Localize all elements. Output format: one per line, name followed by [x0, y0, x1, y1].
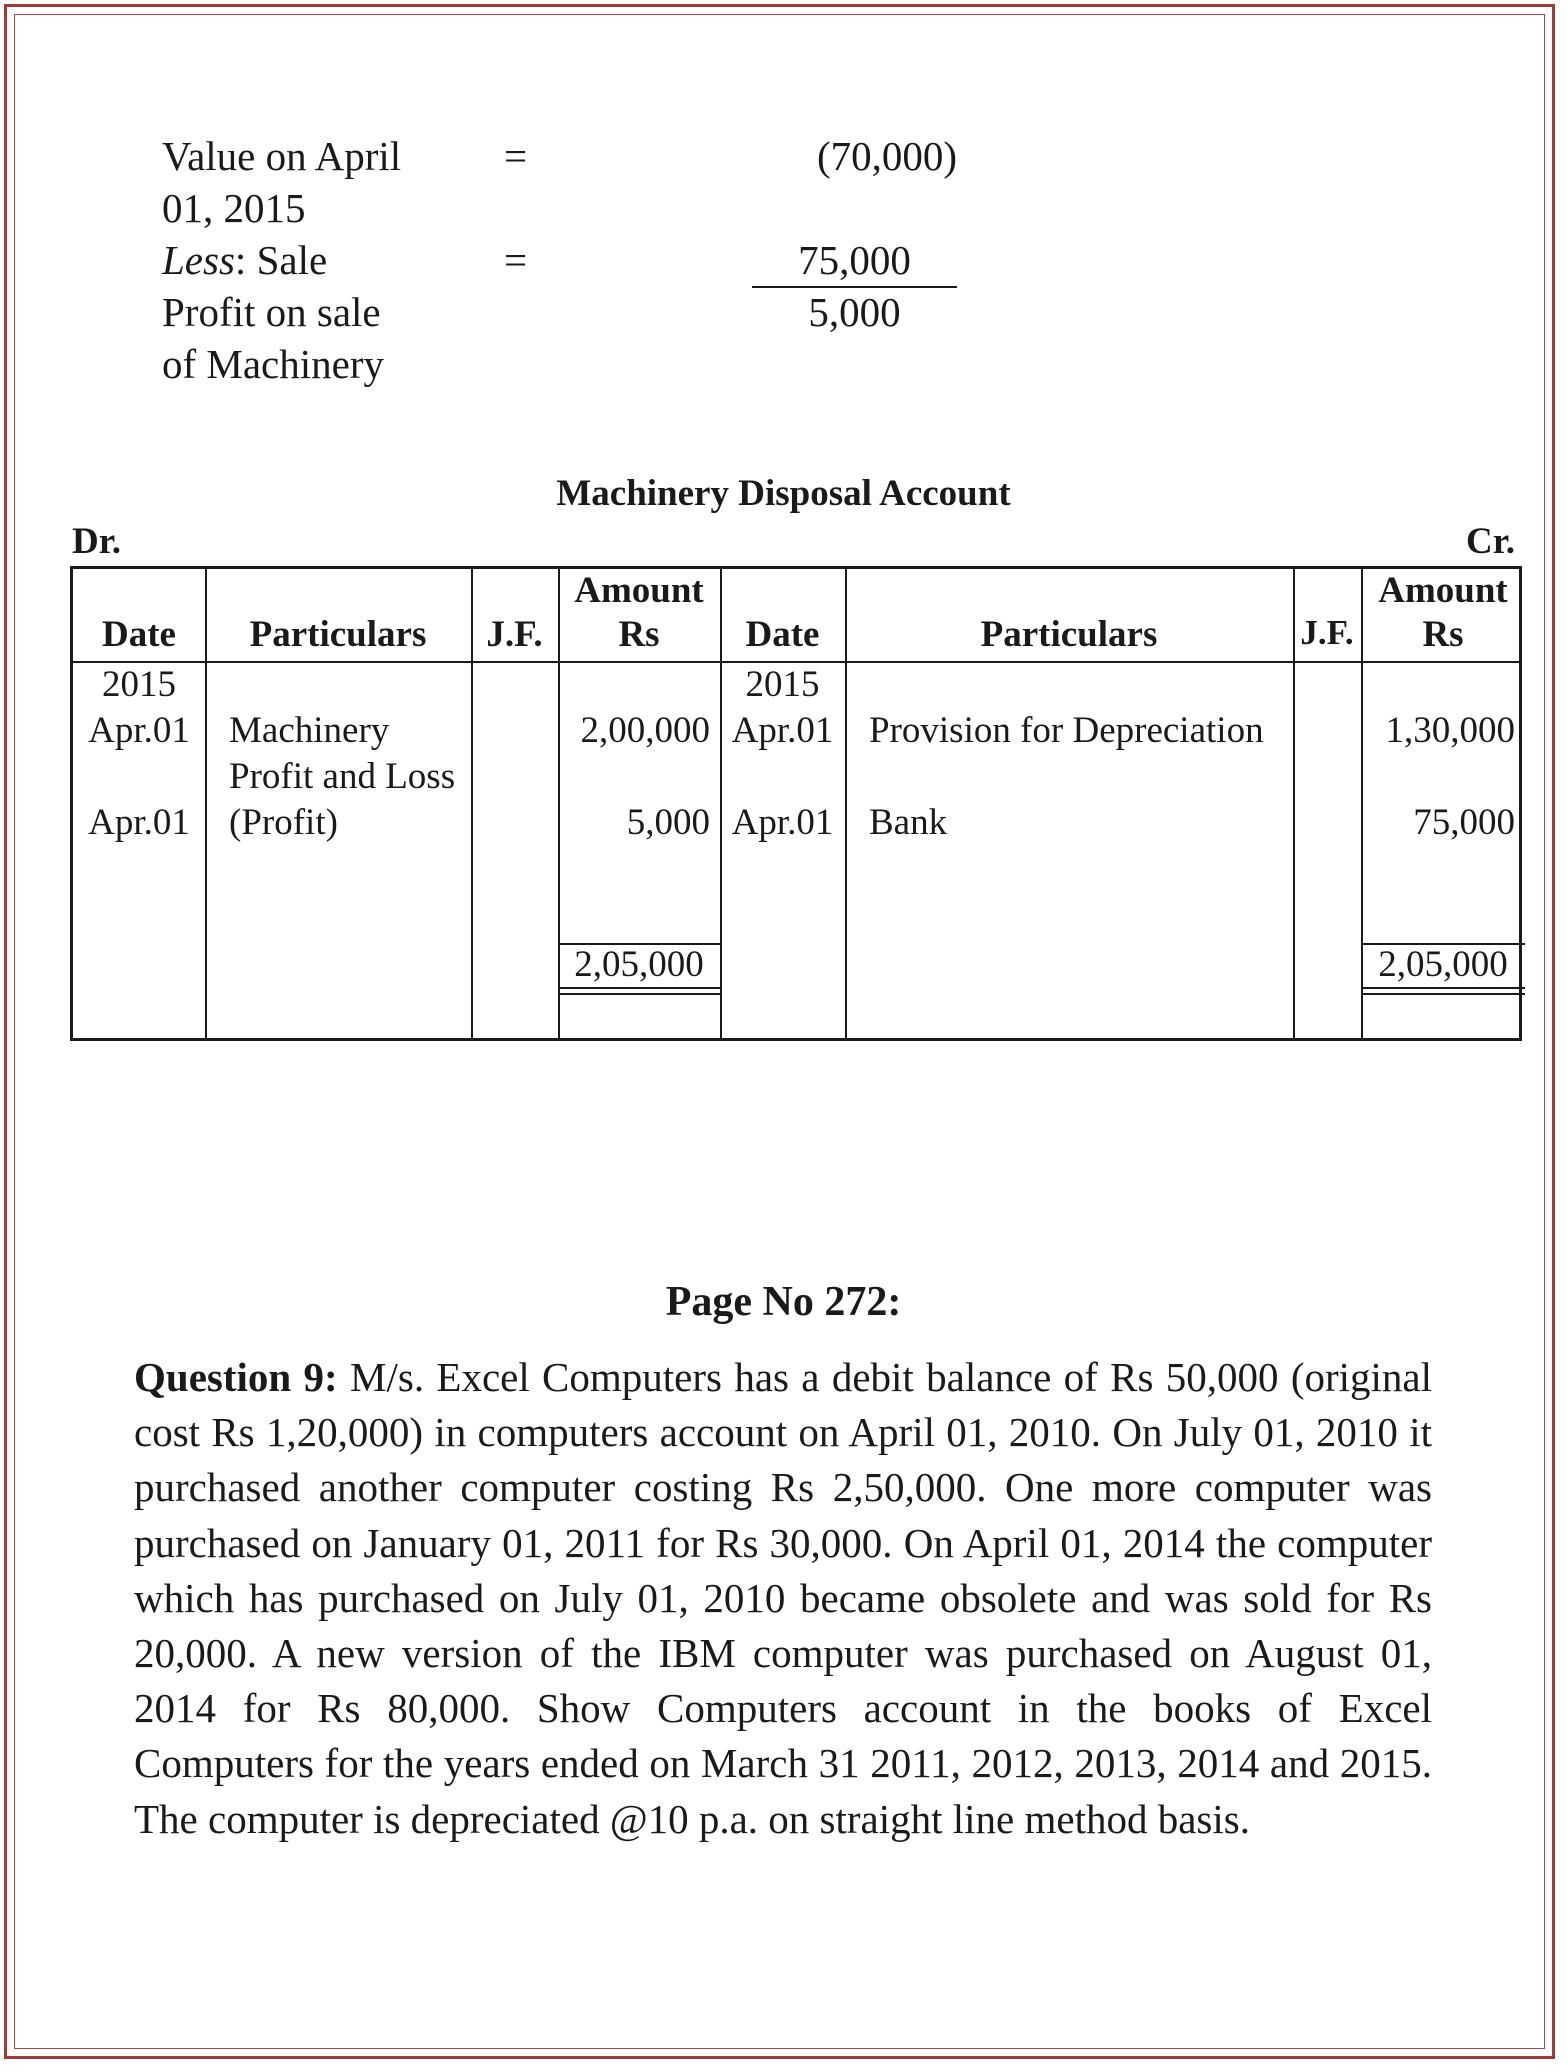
total-rule-double	[1361, 993, 1525, 995]
credit-label: Cr.	[1466, 521, 1515, 562]
calc-value	[612, 234, 957, 288]
debit-total: 2,05,000	[574, 944, 704, 985]
header-date: Date	[102, 614, 176, 655]
calc-label-rest: : Sale	[234, 237, 328, 283]
calc-sale-value: 75,000	[752, 234, 957, 288]
credit-year: 2015	[745, 664, 820, 705]
header-date: Date	[745, 614, 820, 655]
header-amount-unit: Rs	[1422, 614, 1464, 655]
debit-label: Dr.	[72, 521, 121, 562]
debit-particulars: Profit and Loss	[229, 756, 456, 797]
credit-particulars: Provision for Depreciation	[869, 710, 1264, 751]
calc-value	[612, 286, 957, 338]
calc-label-less: Less	[162, 237, 235, 283]
header-amount: Amount	[1378, 570, 1508, 611]
header-particulars: Particulars	[980, 614, 1158, 655]
total-rule-bottom	[558, 987, 720, 989]
account-title: Machinery Disposal Account	[556, 473, 1011, 514]
header-amount: Amount	[574, 570, 704, 611]
calc-value: (70,000)	[816, 133, 957, 179]
credit-amount: 1,30,000	[1385, 710, 1515, 751]
credit-total: 2,05,000	[1378, 944, 1508, 985]
calc-equals: =	[504, 133, 528, 179]
calc-label: 01, 2015	[162, 185, 306, 231]
calc-label	[162, 234, 327, 286]
debit-particulars: (Profit)	[229, 802, 338, 843]
debit-amount: 2,00,000	[580, 710, 710, 751]
debit-amount: 5,000	[626, 802, 710, 843]
calc-label: of Machinery	[162, 341, 384, 387]
debit-particulars: Machinery	[229, 710, 390, 751]
debit-date: Apr.01	[88, 710, 190, 751]
debit-date: Apr.01	[88, 802, 190, 843]
header-particulars: Particulars	[249, 614, 427, 655]
header-jf: J.F.	[486, 614, 543, 655]
total-rule-bottom	[1361, 987, 1525, 989]
page-number-heading: Page No 272:	[665, 1279, 902, 1325]
credit-date: Apr.01	[731, 710, 834, 751]
header-jf: J.F.	[1300, 613, 1354, 652]
credit-date: Apr.01	[731, 802, 834, 843]
calc-profit-value: 5,000	[808, 289, 901, 335]
debit-year: 2015	[102, 664, 176, 705]
question-text	[134, 1350, 1432, 1847]
total-rule-double	[558, 993, 720, 995]
question-body: M/s. Excel Computers has a debit balance of Rs 50,000 (original cost Rs 1,20,000) in computers account on April 01, 2010. On July 01, 2010 it purchased another computer costing Rs 2,50,000. One more computer was purchased on January 01, 2011 for Rs 30,000. On April 01, 2014 the computer which has purchased on July 01, 2010 became obsolete and was sold for Rs 20,000. A new version of the IBM computer was purchased on August 01, 2014 for Rs 80,000. Show Computers account in the books of Excel Computers for the years ended on March 31 2011, 2012, 2013, 2014 and 2015. The computer is depreciated @10 p.a. on straight line method basis.	[134, 1354, 1432, 1842]
calc-label: Profit on sale	[162, 289, 381, 335]
credit-particulars: Bank	[869, 802, 948, 843]
credit-amount: 75,000	[1413, 802, 1515, 843]
ledger-table	[70, 566, 1522, 1041]
calc-label: Value on April	[162, 133, 402, 179]
header-amount-unit: Rs	[618, 614, 660, 655]
calc-equals: =	[504, 237, 528, 283]
question-label: Question 9:	[134, 1354, 338, 1400]
